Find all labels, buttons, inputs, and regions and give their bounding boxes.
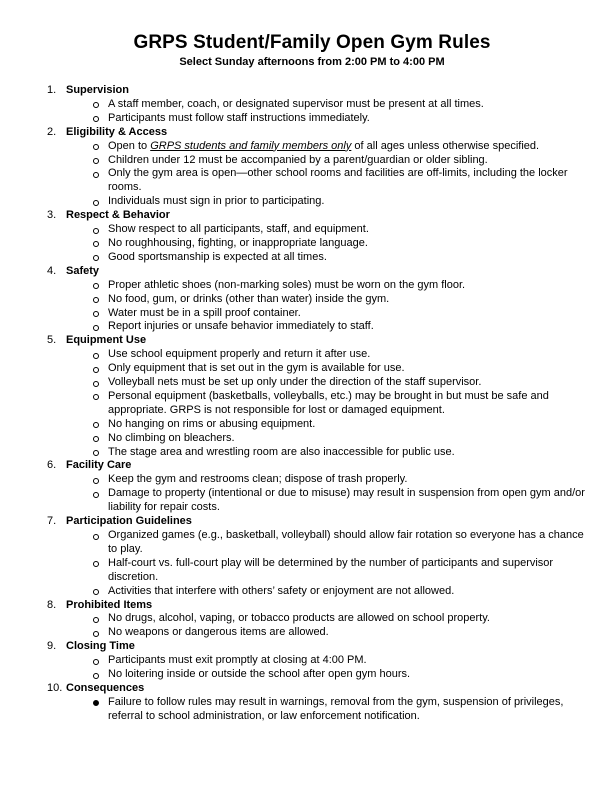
rule-bullets: [38, 654, 586, 682]
rule-bullet: [90, 112, 586, 126]
circle-bullet-icon: [90, 362, 108, 376]
rule-heading: Consequences: [66, 681, 145, 694]
bullet-text: [108, 446, 586, 460]
circle-bullet-icon: [90, 446, 108, 460]
bullet-text: [108, 154, 586, 168]
rule-heading: Participation Guidelines: [66, 515, 192, 528]
rule-bullet: [90, 390, 586, 418]
bullet-text: [108, 487, 586, 515]
circle-bullet-icon: [90, 529, 108, 557]
rule-bullet: [90, 557, 586, 585]
rule-item: [38, 265, 586, 335]
rule-item: [38, 640, 586, 682]
rule-bullet: [90, 612, 586, 626]
disc-bullet-icon: [90, 696, 108, 724]
rule-header: [38, 265, 586, 279]
bullet-text-segment: No food, gum, or drinks (other than water) inside the gym.: [108, 292, 390, 305]
rule-bullet: [90, 167, 586, 195]
circle-bullet-icon: [90, 167, 108, 195]
rule-bullets: [38, 612, 586, 640]
bullet-text-segment: Children under 12 must be accompanied by a parent/guardian or older sibling.: [108, 153, 488, 166]
bullet-text: [108, 376, 586, 390]
bullet-text-segment: The stage area and wrestling room are also inaccessible for public use.: [108, 445, 455, 458]
bullet-text: [108, 529, 586, 557]
rule-bullets: [38, 348, 586, 459]
rule-bullet: [90, 473, 586, 487]
bullet-text: [108, 418, 586, 432]
rule-item: [38, 84, 586, 126]
bullet-text-segment: Water must be in a spill proof container.: [108, 306, 301, 319]
rule-number: 6.: [47, 459, 57, 472]
bullet-text: [108, 612, 586, 626]
rule-item: [38, 599, 586, 641]
rule-item: [38, 126, 586, 209]
rule-header: [38, 599, 586, 613]
page-title: GRPS Student/Family Open Gym Rules: [133, 32, 491, 53]
circle-bullet-icon: [90, 585, 108, 599]
bullet-text-segment: Half-court vs. full-court play will be determined by the number of participants and supervisor discretion.: [108, 556, 554, 583]
circle-bullet-icon: [90, 112, 108, 126]
rule-bullet: [90, 668, 586, 682]
rule-bullet: [90, 418, 586, 432]
rule-bullet: [90, 251, 586, 265]
rule-bullet: [90, 654, 586, 668]
bullet-text: [108, 626, 586, 640]
bullet-text-segment: Only equipment that is set out in the gym is available for use.: [108, 362, 405, 375]
bullet-text-segment: Activities that interfere with others’ safety or enjoyment are not allowed.: [108, 584, 455, 597]
rule-heading: Closing Time: [66, 640, 135, 653]
rule-bullet: [90, 626, 586, 640]
circle-bullet-icon: [90, 473, 108, 487]
circle-bullet-icon: [90, 154, 108, 168]
circle-bullet-icon: [90, 418, 108, 432]
bullet-text: [108, 140, 586, 154]
rule-bullet: [90, 98, 586, 112]
rule-number: 2.: [47, 125, 57, 138]
rule-header: [38, 640, 586, 654]
circle-bullet-icon: [90, 432, 108, 446]
bullet-text: [108, 320, 586, 334]
rule-header: [38, 459, 586, 473]
bullet-text-segment: of all ages unless otherwise specified.: [351, 139, 540, 152]
bullet-text: [108, 432, 586, 446]
rule-bullets: [38, 473, 586, 515]
rule-bullet: [90, 432, 586, 446]
rule-bullets: [38, 279, 586, 335]
bullet-text-segment: Individuals must sign in prior to participating.: [108, 195, 325, 208]
rule-bullets: [38, 223, 586, 265]
rule-number: 1.: [47, 84, 57, 96]
bullet-text-segment: Use school equipment properly and return it after use.: [108, 348, 371, 361]
bullet-text-segment: Good sportsmanship is expected at all times.: [108, 250, 327, 263]
rule-bullets: [38, 696, 586, 724]
bullet-text: [108, 696, 586, 724]
bullet-text-segment: Personal equipment (basketballs, volleyballs, etc.) may be brought in but must be safe and appropriate. GRPS is not responsible for lost or damaged equipment.: [108, 389, 549, 416]
bullet-text-segment: Organized games (e.g., basketball, volleyball) should allow fair rotation so everyone has a chance to play.: [108, 529, 584, 555]
rule-bullet: [90, 446, 586, 460]
circle-bullet-icon: [90, 626, 108, 640]
bullet-text: [108, 473, 586, 487]
bullet-text-segment: Show respect to all participants, staff, and equipment.: [108, 223, 369, 236]
circle-bullet-icon: [90, 612, 108, 626]
bullet-text: [108, 293, 586, 307]
rule-heading: Facility Care: [66, 459, 132, 472]
circle-bullet-icon: [90, 195, 108, 209]
rule-bullet: [90, 154, 586, 168]
bullet-text: [108, 557, 586, 585]
rule-bullet: [90, 529, 586, 557]
bullet-text-segment: Participants must exit promptly at closing at 4:00 PM.: [108, 654, 367, 667]
bullet-text: [108, 654, 586, 668]
bullet-text: [108, 223, 586, 237]
rule-heading: Respect & Behavior: [66, 209, 170, 222]
rule-heading: Safety: [66, 264, 100, 277]
rule-bullet: [90, 307, 586, 321]
rule-number: 3.: [47, 209, 57, 222]
bullet-text-segment: Participants must follow staff instructions immediately.: [108, 111, 370, 124]
circle-bullet-icon: [90, 293, 108, 307]
rule-bullet: [90, 279, 586, 293]
rule-header: [38, 515, 586, 529]
bullet-text: [108, 668, 586, 682]
rule-bullet: [90, 293, 586, 307]
circle-bullet-icon: [90, 376, 108, 390]
bullet-text-emphasized: GRPS students and family members only: [150, 139, 352, 152]
circle-bullet-icon: [90, 140, 108, 154]
circle-bullet-icon: [90, 654, 108, 668]
rule-bullet: [90, 585, 586, 599]
bullet-text-segment: Report injuries or unsafe behavior immediately to staff.: [108, 320, 374, 333]
rule-number: 7.: [47, 515, 57, 528]
rule-bullet: [90, 237, 586, 251]
circle-bullet-icon: [90, 279, 108, 293]
bullet-text-segment: A staff member, coach, or designated supervisor must be present at all times.: [108, 97, 484, 110]
bullet-text-segment: No weapons or dangerous items are allowed.: [108, 626, 329, 639]
rule-bullets: [38, 98, 586, 126]
rule-bullet: [90, 376, 586, 390]
rule-header: [38, 84, 586, 98]
rule-number: 9.: [47, 640, 57, 653]
circle-bullet-icon: [90, 223, 108, 237]
bullet-text-segment: Proper athletic shoes (non-marking soles) must be worn on the gym floor.: [108, 278, 466, 291]
rule-heading: Supervision: [66, 84, 129, 96]
bullet-text: [108, 307, 586, 321]
rule-heading: Equipment Use: [66, 334, 147, 347]
rule-header: [38, 334, 586, 348]
bullet-text: [108, 195, 586, 209]
rule-number: 4.: [47, 264, 57, 277]
bullet-text: [108, 112, 586, 126]
rule-bullet: [90, 696, 586, 724]
bullet-text-segment: No hanging on rims or abusing equipment.: [108, 417, 316, 430]
bullet-text: [108, 237, 586, 251]
circle-bullet-icon: [90, 307, 108, 321]
circle-bullet-icon: [90, 98, 108, 112]
bullet-text: [108, 362, 586, 376]
rule-bullet: [90, 320, 586, 334]
rule-number: 8.: [47, 598, 57, 611]
circle-bullet-icon: [90, 237, 108, 251]
page-subtitle: Select Sunday afternoons from 2:00 PM to 4:00 PM: [179, 56, 445, 68]
bullet-text-segment: Failure to follow rules may result in warnings, removal from the gym, suspension of privileges, referral to school administration, or law enforcement notification.: [108, 695, 564, 722]
bullet-text: [108, 98, 586, 112]
bullet-text-segment: Damage to property (intentional or due to misuse) may result in suspension from open gym and/or liability for repair costs.: [108, 487, 585, 514]
bullet-text: [108, 585, 586, 599]
rule-heading: Eligibility & Access: [66, 125, 168, 138]
circle-bullet-icon: [90, 320, 108, 334]
circle-bullet-icon: [90, 668, 108, 682]
bullet-text: [108, 279, 586, 293]
bullet-text: [108, 390, 586, 418]
rule-bullet: [90, 140, 586, 154]
bullet-text-segment: No climbing on bleachers.: [108, 431, 235, 444]
rule-header: [38, 682, 586, 696]
rule-number: 5.: [47, 334, 57, 347]
rule-header: [38, 209, 586, 223]
bullet-text-segment: Keep the gym and restrooms clean; dispose of trash properly.: [108, 473, 408, 486]
bullet-text-segment: No loitering inside or outside the school after open gym hours.: [108, 668, 411, 681]
bullet-text-segment: Volleyball nets must be set up only under the direction of the staff supervisor.: [108, 376, 482, 389]
rule-bullet: [90, 362, 586, 376]
rule-bullet: [90, 487, 586, 515]
bullet-text: [108, 167, 586, 195]
rule-bullet: [90, 195, 586, 209]
rule-bullets: [38, 140, 586, 210]
rule-heading: Prohibited Items: [66, 598, 153, 611]
circle-bullet-icon: [90, 557, 108, 585]
rule-item: [38, 515, 586, 598]
bullet-text: [108, 348, 586, 362]
bullet-text-segment: No drugs, alcohol, vaping, or tobacco products are allowed on school property.: [108, 612, 490, 625]
rules-list: [38, 84, 586, 724]
circle-bullet-icon: [90, 390, 108, 418]
circle-bullet-icon: [90, 348, 108, 362]
bullet-text-segment: No roughhousing, fighting, or inappropriate language.: [108, 236, 368, 249]
rule-bullet: [90, 348, 586, 362]
rule-item: [38, 459, 586, 515]
rule-item: [38, 682, 586, 724]
rule-bullets: [38, 529, 586, 599]
circle-bullet-icon: [90, 251, 108, 265]
bullet-text: [108, 251, 586, 265]
bullet-text-segment: Open to: [108, 139, 151, 152]
rule-header: [38, 126, 586, 140]
bullet-text-segment: Only the gym area is open—other school rooms and facilities are off-limits, including the locker rooms.: [108, 167, 568, 194]
rule-item: [38, 334, 586, 459]
circle-bullet-icon: [90, 487, 108, 515]
rule-number: 10.: [47, 681, 63, 694]
rule-bullet: [90, 223, 586, 237]
rule-item: [38, 209, 586, 265]
